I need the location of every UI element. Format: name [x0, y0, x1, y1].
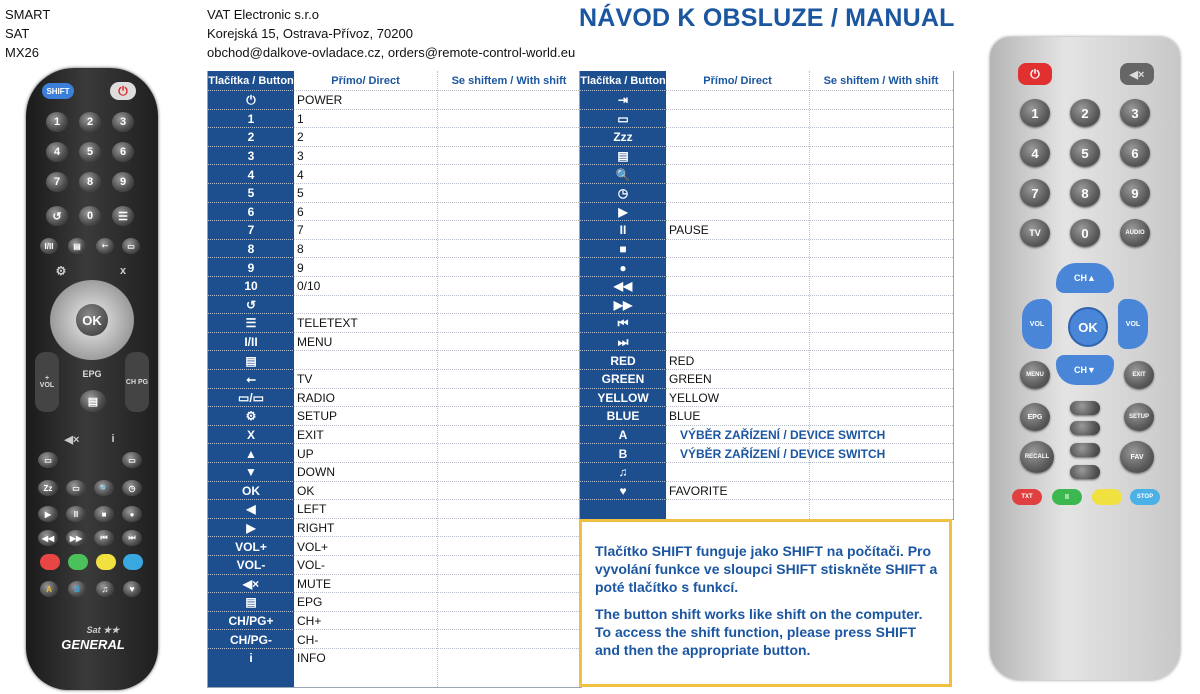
exit-key: EXIT	[1124, 361, 1154, 389]
green-key	[68, 554, 88, 570]
right-num-key: 6	[1120, 139, 1150, 167]
button-cell: ☰	[245, 316, 257, 331]
direct-cell: RADIO	[297, 390, 336, 405]
left-lower-key: ▭	[38, 452, 58, 468]
button-cell: 5	[247, 186, 255, 201]
table-row	[208, 518, 581, 538]
table-row	[208, 127, 581, 147]
table-row	[208, 648, 581, 668]
table-row	[208, 629, 581, 649]
company-name: VAT Electronic s.r.o	[207, 7, 319, 22]
direct-cell: LEFT	[297, 502, 327, 517]
button-cell: 7	[247, 223, 255, 238]
direct-cell: SETUP	[297, 409, 338, 424]
ok-key-right: OK	[1068, 307, 1108, 347]
button-cell: ■	[619, 242, 627, 257]
button-cell: II	[619, 223, 627, 238]
menu-lines-icon: ☰	[112, 206, 134, 226]
epg-key: EPG	[1020, 403, 1050, 431]
pill-key-2	[1070, 421, 1100, 435]
table-row	[580, 406, 953, 426]
note-english: The button shift works like shift on the computer. To access the shift function, please press SHIFT and then the appropriate button.	[595, 606, 923, 658]
button-cell: 4	[247, 167, 255, 182]
direct-cell: 3	[297, 149, 304, 164]
direct-cell: 4	[297, 167, 304, 182]
left-num-key: 1	[46, 112, 68, 132]
right-num-key: 4	[1020, 139, 1050, 167]
vol-left-key: VOL	[1022, 299, 1052, 349]
direct-cell: VÝBĚR ZAŘÍZENÍ / DEVICE SWITCH	[680, 446, 886, 461]
direct-cell: BLUE	[669, 409, 701, 424]
table-row	[208, 239, 581, 259]
table-row	[208, 313, 581, 333]
button-cell: ⭠	[246, 371, 256, 386]
button-cell	[580, 500, 666, 519]
left-num-key: 8	[79, 172, 101, 192]
button-cell: ▤	[245, 353, 257, 368]
blue-key	[123, 554, 143, 570]
table-row	[208, 536, 581, 556]
table-row	[208, 574, 581, 594]
direct-cell: VÝBĚR ZAŘÍZENÍ / DEVICE SWITCH	[680, 428, 886, 443]
power-icon: ⏻	[110, 82, 136, 100]
button-cell: ◀◀	[613, 279, 633, 294]
button-cell: ⇥	[617, 93, 629, 108]
button-cell: ⏮	[617, 315, 629, 330]
table-row	[580, 202, 953, 222]
table-row	[208, 555, 581, 575]
direct-cell: TV	[297, 372, 313, 387]
left-lower-key: ■	[94, 506, 114, 522]
table-row	[580, 332, 953, 352]
note-czech: Tlačítko SHIFT funguje jako SHIFT na počítači. Pro vyvolání funkce ve sloupci SHIFT stiskněte SHIFT a poté tlačítko s funkcí.	[595, 543, 938, 595]
table-row	[208, 183, 581, 203]
table-row	[208, 276, 581, 296]
remote-key-3: ⭠	[96, 238, 114, 254]
table-row	[208, 592, 581, 612]
model-line-3: MX26	[5, 45, 39, 60]
button-cell: VOL-	[236, 558, 266, 573]
button-cell: 1	[247, 111, 255, 126]
button-table-right	[579, 71, 954, 520]
fav-key: FAV	[1120, 441, 1154, 473]
left-num-key: 3	[112, 112, 134, 132]
red-key	[40, 554, 60, 570]
left-lower-key: ▶▶	[66, 530, 86, 546]
button-cell: 2	[247, 130, 255, 145]
left-num-key: 7	[46, 172, 68, 192]
table-row	[208, 369, 581, 389]
button-cell: ▶	[618, 204, 628, 219]
table-row	[208, 388, 581, 408]
button-cell: GREEN	[601, 372, 645, 387]
right-num-key: 2	[1070, 99, 1100, 127]
ok-button-img: OK	[76, 304, 108, 336]
table-row	[580, 257, 953, 277]
button-cell: ●	[619, 260, 627, 275]
brand-general: GENERAL	[61, 636, 125, 652]
col-header-button: Tlačítka / Button	[208, 74, 294, 87]
button-cell: B	[618, 446, 628, 461]
shift-note	[579, 519, 952, 687]
table-row	[580, 276, 953, 296]
direct-cell: MUTE	[297, 576, 331, 591]
button-cell: ↺	[245, 297, 257, 312]
direct-cell: 5	[297, 186, 304, 201]
info-i-icon: i	[111, 433, 115, 445]
left-lower-key: 🔍	[94, 480, 114, 496]
mute-icon-right: ◀×	[1120, 63, 1154, 85]
direct-cell: FAVORITE	[669, 483, 728, 498]
table-row	[580, 90, 953, 110]
button-cell: ▲	[245, 446, 257, 461]
direct-cell: GREEN	[669, 372, 712, 387]
model-line-2: SAT	[5, 26, 30, 41]
right-num-key: 9	[1120, 179, 1150, 207]
button-cell: 10	[244, 279, 258, 294]
table-row	[208, 425, 581, 445]
left-lower-key: ◀◀	[38, 530, 58, 546]
remote-key-4: ▭	[122, 238, 140, 254]
left-num-key: 6	[112, 142, 134, 162]
table-row	[580, 220, 953, 240]
left-num-key: 4	[46, 142, 68, 162]
col-header-button-right: Tlačítka / Button	[580, 74, 666, 87]
button-cell: CH/PG-	[230, 632, 272, 647]
button-cell: ◀	[246, 502, 256, 517]
direct-cell: 6	[297, 204, 304, 219]
yellow-key-right	[1092, 489, 1122, 505]
table-row	[208, 350, 581, 370]
table-row	[208, 406, 581, 426]
vol-label: VOL	[39, 382, 55, 389]
direct-cell: RED	[669, 353, 695, 368]
company-emails: obchod@dalkove-ovladace.cz, orders@remote-control-world.eu	[207, 45, 576, 60]
button-cell: ▭/▭	[237, 390, 264, 405]
button-cell: 9	[247, 260, 255, 275]
epg-label: EPG	[82, 369, 102, 379]
table-row	[580, 127, 953, 147]
direct-cell: POWER	[297, 93, 343, 108]
button-cell: ◷	[617, 186, 629, 201]
table-row	[580, 239, 953, 259]
table-row	[580, 481, 953, 501]
col-header-direct-right: Přímo/ Direct	[703, 74, 772, 87]
table-row	[208, 295, 581, 315]
pill-key-3	[1070, 443, 1100, 457]
left-lower-key: ⏮	[94, 530, 114, 546]
table-row	[580, 183, 953, 203]
direct-cell: EXIT	[297, 428, 324, 443]
heart-icon: ♥	[123, 581, 141, 597]
table-row	[208, 220, 581, 240]
model-line-1: SMART	[5, 7, 51, 22]
remote-key-2: ▤	[68, 238, 86, 254]
table-row	[580, 462, 953, 482]
table-row	[580, 499, 953, 519]
left-lower-key: ▭	[66, 480, 86, 496]
left-lower-key: ⏭	[122, 530, 142, 546]
button-cell: ▤	[617, 149, 629, 164]
direct-cell: TELETEXT	[297, 316, 358, 331]
remote-right-image	[990, 37, 1180, 680]
col-header-shift-right: Se shiftem / With shift	[823, 74, 939, 87]
direct-cell: CH+	[297, 614, 322, 629]
direct-cell: MENU	[297, 335, 333, 350]
table-row	[580, 295, 953, 315]
left-lower-key: Zz	[38, 480, 58, 496]
right-num-key: 3	[1120, 99, 1150, 127]
table-row	[208, 109, 581, 129]
shift-button-img: SHIFT	[42, 83, 74, 99]
company-address: Korejská 15, Ostrava-Přívoz, 70200	[207, 26, 413, 41]
button-cell: ▶	[246, 521, 256, 536]
table-row	[580, 146, 953, 166]
table-row	[580, 388, 953, 408]
model-info	[5, 5, 50, 62]
pill-key-4	[1070, 465, 1100, 479]
table-row	[580, 425, 953, 445]
direct-cell: CH-	[297, 632, 319, 647]
left-lower-key: ●	[122, 506, 142, 522]
col-header-shift: Se shiftem / With shift	[451, 74, 567, 87]
direct-cell: UP	[297, 446, 314, 461]
button-cell: i	[249, 651, 253, 666]
table-row	[580, 313, 953, 333]
button-cell: ▭	[617, 111, 629, 126]
table-row	[580, 443, 953, 463]
table-row	[208, 146, 581, 166]
button-cell: ◀×	[242, 576, 260, 591]
vol-rocker: + VOL	[35, 352, 59, 412]
setup-gear-icon: ⚙	[55, 264, 67, 278]
table-row	[208, 90, 581, 110]
button-cell: RED	[610, 353, 636, 368]
music-icon: ♫	[96, 581, 114, 597]
button-cell: 🔍	[615, 167, 631, 182]
direct-cell: RIGHT	[297, 521, 335, 536]
table-row	[208, 611, 581, 631]
right-num-key: 5	[1070, 139, 1100, 167]
button-cell: ⚙	[245, 409, 257, 424]
remote-key-1: I/II	[40, 238, 58, 254]
button-cell: I/II	[244, 335, 258, 350]
button-cell: X	[246, 428, 255, 443]
button-cell: ♫	[618, 465, 628, 480]
txt-red-key: TXT	[1012, 489, 1042, 505]
right-num-key: 8	[1070, 179, 1100, 207]
table-row	[208, 202, 581, 222]
direct-cell: INFO	[297, 651, 326, 666]
recall-key: RECALL	[1020, 441, 1054, 473]
left-num-key: 5	[79, 142, 101, 162]
right-num-key: 7	[1020, 179, 1050, 207]
left-lower-key: II	[66, 506, 86, 522]
direct-cell: 8	[297, 242, 304, 257]
remote-left-image	[26, 68, 158, 690]
button-cell: ▶▶	[613, 297, 633, 312]
b-key: B	[68, 581, 86, 597]
button-cell: OK	[242, 483, 260, 498]
left-num-key: 9	[112, 172, 134, 192]
button-cell: ♥	[619, 483, 627, 498]
button-cell: 8	[247, 242, 255, 257]
direct-cell: 9	[297, 260, 304, 275]
button-table-left	[207, 71, 582, 688]
direct-cell: 0/10	[297, 279, 321, 294]
direct-cell: VOL+	[297, 539, 329, 554]
direct-cell: EPG	[297, 595, 323, 610]
direct-cell: OK	[297, 483, 315, 498]
company-info	[207, 5, 575, 62]
direct-cell: 2	[297, 130, 304, 145]
button-cell: YELLOW	[597, 390, 649, 405]
direct-cell: 1	[297, 111, 304, 126]
ch-rocker: CH PG	[125, 352, 149, 412]
stop-blue-key: STOP	[1130, 489, 1160, 505]
direct-cell: 7	[297, 223, 304, 238]
button-cell: ▼	[245, 465, 257, 480]
button-cell: ⏻	[246, 92, 256, 107]
return-icon: ↺	[46, 206, 68, 226]
table-row	[208, 499, 581, 519]
direct-cell: DOWN	[297, 465, 335, 480]
brand-sat: Sat ★★	[86, 624, 120, 635]
button-cell: VOL+	[235, 539, 267, 554]
button-cell: ▤	[245, 595, 257, 610]
ch-down-key: CH▼	[1056, 355, 1114, 385]
menu-key: MENU	[1020, 361, 1050, 389]
button-cell: ⏭	[617, 334, 629, 349]
tv-key: TV	[1020, 219, 1050, 247]
power-icon-right: ⏻	[1018, 63, 1052, 85]
table-row	[208, 164, 581, 184]
pill-key-1	[1070, 401, 1100, 415]
left-num-key: 2	[79, 112, 101, 132]
table-row	[580, 164, 953, 184]
audio-key: AUDIO	[1120, 219, 1150, 247]
right-num-key: 1	[1020, 99, 1050, 127]
button-cell: BLUE	[606, 409, 640, 424]
direct-cell: YELLOW	[669, 390, 720, 405]
direct-cell: PAUSE	[669, 223, 709, 238]
epg-icon: ▤	[80, 390, 106, 412]
button-cell: CH/PG+	[228, 614, 274, 629]
left-num-key: 0	[79, 206, 101, 226]
button-cell: A	[618, 428, 628, 443]
table-row	[208, 481, 581, 501]
a-key: A	[40, 581, 58, 597]
page-title: NÁVOD K OBSLUZE / MANUAL	[579, 4, 955, 32]
table-row	[580, 109, 953, 129]
mute-icon: ◀×	[64, 433, 80, 446]
table-row	[580, 350, 953, 370]
yellow-key	[96, 554, 116, 570]
table-row	[208, 462, 581, 482]
left-lower-key: ◷	[122, 480, 142, 496]
ch-up-key: CH▲	[1056, 263, 1114, 293]
button-cell: 3	[247, 149, 255, 164]
col-header-direct: Přímo/ Direct	[331, 74, 400, 87]
ii-green-key: II	[1052, 489, 1082, 505]
zero-key: 0	[1070, 219, 1100, 247]
table-row	[580, 369, 953, 389]
direct-cell: VOL-	[297, 558, 326, 573]
setup-key: SETUP	[1124, 403, 1154, 431]
table-row	[208, 257, 581, 277]
table-row	[208, 443, 581, 463]
left-lower-key: ▭	[122, 452, 142, 468]
exit-x-icon: x	[119, 265, 127, 277]
button-cell: Zzz	[613, 130, 633, 145]
vol-right-key: VOL	[1118, 299, 1148, 349]
table-row	[208, 332, 581, 352]
button-cell: 6	[247, 204, 255, 219]
left-lower-key: ▶	[38, 506, 58, 522]
